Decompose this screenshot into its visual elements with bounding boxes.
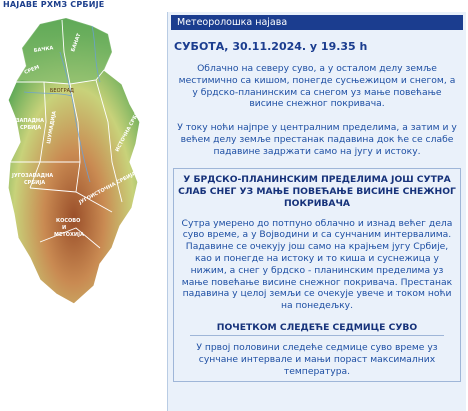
panel-header: Метеоролошка најава xyxy=(171,15,463,30)
region-label-sw-serbia-1: ЈУГОЗАПАДНА xyxy=(12,173,54,179)
next-week-title: ПОЧЕТКОМ СЛЕДЕЋЕ СЕДМИЦЕ СУВО xyxy=(216,321,418,333)
region-label-east-serbia: ИСТОЧНА СРБИЈА xyxy=(114,105,144,153)
serbia-map[interactable] xyxy=(0,12,166,347)
next-week-body: У првој половини следеће седмице суво време уз сунчане интервале и мањи пораст максималних температура. xyxy=(196,341,438,377)
region-label-banat: БАНАТ xyxy=(70,32,83,53)
forecast-box-title: У БРДСКО-ПЛАНИНСКИМ ПРЕДЕЛИМА ЈОШ СУТРА СЛАБ СНЕГ УЗ МАЊЕ ПОВЕЋАЊЕ ВИСИНЕ СНЕЖНОГ ПОКРИВАЧА xyxy=(178,173,456,209)
forecast-date: СУБОТА, 30.11.2024. у 19.35 h xyxy=(174,40,368,53)
region-label-sw-serbia-2: СРБИЈА xyxy=(24,180,46,186)
forecast-paragraph-1: Облачно на северу суво, а у осталом делу земље местимично са кишом, понегде сусњежицом и снегом, а у брдско-планинским са снегом уз мање повећање висине снежног покривача. xyxy=(178,63,456,110)
region-label-west-serbia-1: ЗАПАДНА xyxy=(16,118,44,124)
forecast-paragraph-2: У току ноћи најпре у централним пределима, а затим и у већем делу земље престанак падавина док ће се слабе падавине задржати само на југу и истоку. xyxy=(177,122,457,157)
forecast-panel xyxy=(167,12,466,411)
region-label-srem: СРЕМ xyxy=(23,64,41,76)
region-label-kosovo-2: И xyxy=(62,225,67,231)
region-label-sumadija: ШУМАДИЈА xyxy=(46,110,58,145)
serbia-map-graphic xyxy=(0,12,166,347)
region-label-se-serbia: ЈУГОИСТОЧНА СРБИЈА xyxy=(78,170,138,206)
forecast-box xyxy=(173,168,461,383)
region-label-kosovo-3: МЕТОХИЈА xyxy=(54,232,84,238)
region-label-backa: БАЧКА xyxy=(33,45,54,54)
divider xyxy=(190,335,444,336)
region-label-west-serbia-2: СРБИЈА xyxy=(20,125,42,131)
region-label-kosovo-1: КОСОВО xyxy=(56,218,81,224)
page-top-label: НАЈАВЕ РХМЗ СРБИЈЕ xyxy=(3,0,105,9)
forecast-box-body: Сутра умерено до потпуно облачно и изнад већег дела суво време, а у Војводини и са сунчаним интервалима. Падавине се очекују још само на крајњем југу Србије, као и понегде на истоку и то киша и суснежица у нижим, а снег у брдско - планинским пределима уз мање повећање висине снежног покривача. Престанак падавина у целој земљи се очекује увече и током ноћи на понедељку. xyxy=(181,217,453,312)
city-label-belgrade: БЕОГРАД xyxy=(50,88,74,94)
